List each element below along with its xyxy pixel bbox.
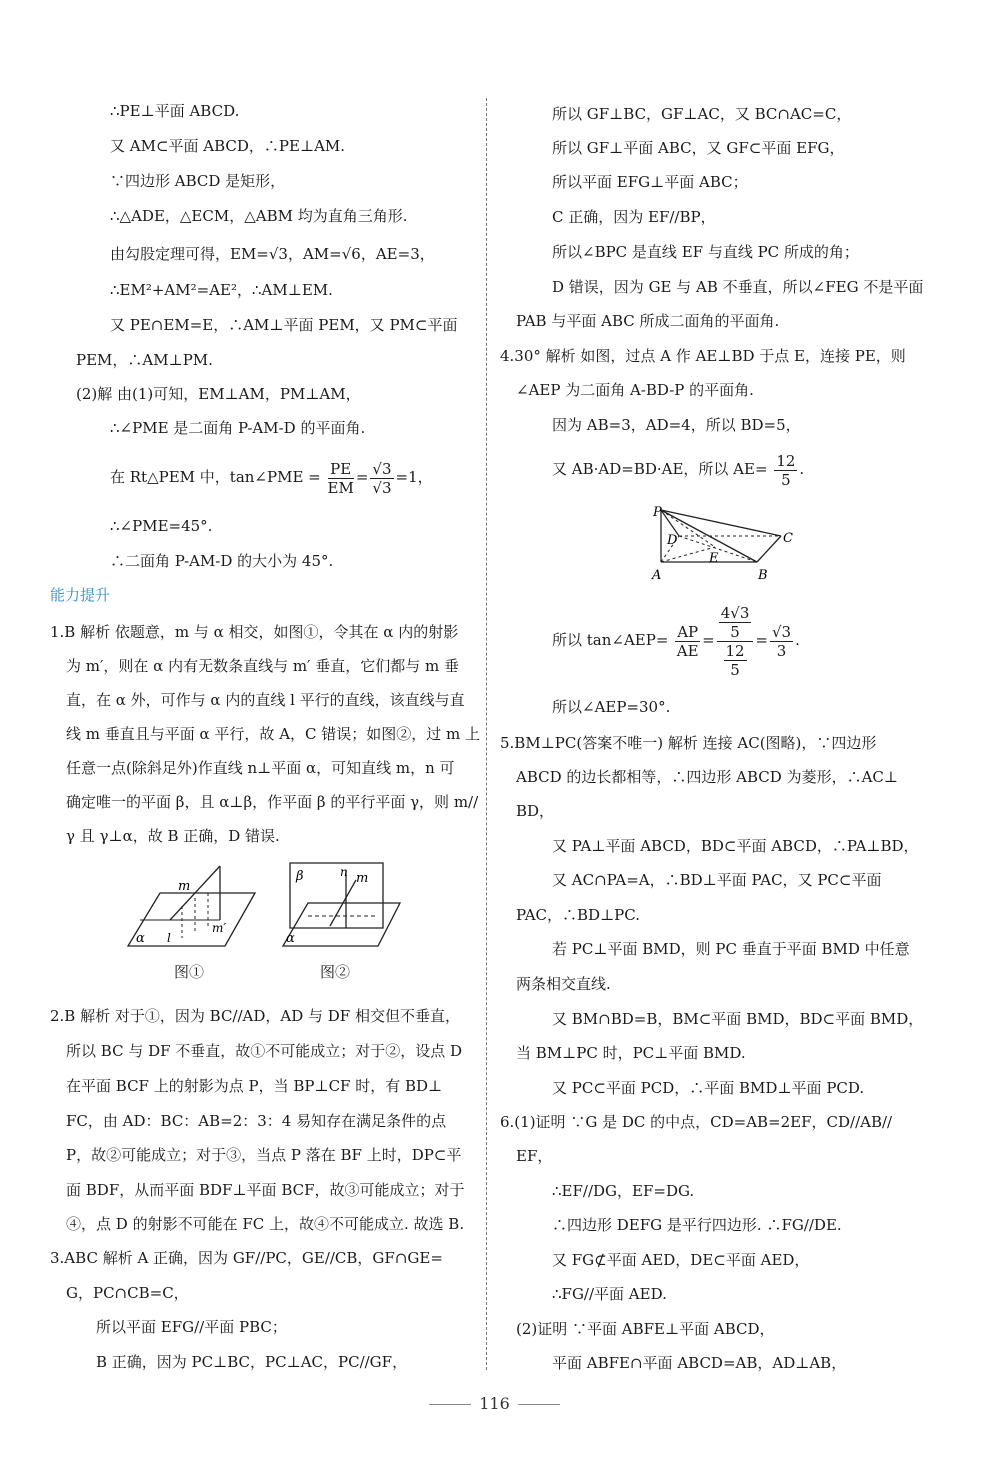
q1-line: γ 且 γ⊥α，故 B 正确，D 错误. [66, 827, 280, 845]
q4-line: ∠AEP 为二面角 A-BD-P 的平面角. [516, 381, 754, 399]
q5-line: 又 PC⊂平面 PCD，∴平面 BMD⊥平面 PCD. [552, 1079, 865, 1097]
tan-prefix: 在 Rt△PEM 中，tan∠PME = [110, 468, 321, 486]
q5-line: PAC，∴BD⊥PC. [516, 906, 640, 924]
inner-fraction [719, 604, 752, 641]
q6-line: ∴四边形 DEFG 是平行四边形. ∴FG//DE. [552, 1216, 842, 1234]
q3-line: B 正确，因为 PC⊥BC，PC⊥AC，PC//GF， [96, 1353, 408, 1371]
figure-1-caption: 图① [174, 963, 205, 981]
section-title: 能力提升 [50, 586, 111, 604]
q6-line: 又 FG⊄平面 AED，DE⊂平面 AED， [552, 1251, 810, 1269]
text-line: ∴∠PME=45°. [110, 517, 213, 535]
label-P: P [653, 505, 662, 520]
q5-line: 又 AC∩PA=A，∴BD⊥平面 PAC，又 PC⊂平面 [552, 871, 882, 889]
compound-fraction [717, 604, 754, 679]
fraction-result [770, 623, 793, 660]
divider [486, 98, 487, 1370]
q5-line: BD， [516, 802, 555, 820]
label-m-prime: m′ [212, 921, 227, 935]
tan-pme-equation: 在 Rt△PEM 中，tan∠PME = $\frac{PE}{EM}$ = $\frac{√3}{√3}$ =1， [110, 459, 433, 497]
label-B: B [758, 568, 768, 583]
q6-line: EF， [516, 1147, 553, 1165]
text-line: PEM，∴AM⊥PM. [76, 351, 213, 369]
q4-line: 因为 AB=3，AD=4，所以 BD=5， [552, 416, 801, 434]
q5-line: 又 PA⊥平面 ABCD，BD⊂平面 ABCD，∴PA⊥BD， [552, 837, 919, 855]
fraction-numerator: 12 [776, 451, 796, 470]
fraction-12-5 [774, 452, 797, 489]
figure-2 [278, 858, 403, 953]
fraction-numerator: 4√3 [720, 603, 750, 622]
q5-line: ABCD 的边长都相等，∴四边形 ABCD 为菱形，∴AC⊥ [516, 768, 898, 786]
fraction-pe-em [328, 460, 354, 497]
compound-denominator [717, 642, 754, 679]
q3-cont-line: D 错误，因为 GE 与 AB 不垂直，所以∠FEG 不是平面 [552, 278, 924, 296]
q2-line: 2.B 解析 对于①，因为 BC//AD，AD 与 DF 相交但不垂直， [50, 1007, 460, 1025]
q6-line: 平面 ABFE∩平面 ABCD=AB，AD⊥AB， [552, 1354, 847, 1372]
footer-rule [518, 1404, 560, 1405]
q1-line: 为 m′，则在 α 内有无数条直线与 m′ 垂直，它们都与 m 垂 [66, 657, 459, 675]
text-line: 由勾股定理可得，EM=√3，AM=√6，AE=3， [110, 245, 435, 263]
q4-ae-equation: 又 AB·AD=BD·AE，所以 AE= $\frac{12}{5}$ . [552, 451, 805, 489]
fraction-numerator: √3 [771, 622, 792, 641]
q1-line: 确定唯一的平面 β，且 α⊥β，作平面 β 的平行平面 γ，则 m// [66, 793, 479, 811]
q1-line: 任意一点(除斜足外)作直线 n⊥平面 α，可知直线 m，n 可 [66, 759, 455, 777]
label-A: A [652, 568, 662, 583]
q2-line: 所以 BC 与 DF 不垂直，故①不可能成立；对于②，设点 D [66, 1042, 463, 1060]
text-line: ∴EM²+AM²=AE²，∴AM⊥EM. [110, 281, 333, 299]
q3-line: G，PC∩CB=C， [66, 1284, 189, 1302]
fraction-numerator: √3 [372, 459, 392, 478]
fraction-denominator: 5 [781, 470, 791, 489]
label-l: l [167, 931, 171, 945]
q3-line: 3.ABC 解析 A 正确，因为 GF//PC，GE//CB，GF∩GE= [50, 1249, 443, 1267]
label-D: D [667, 533, 678, 548]
figure-1 [120, 858, 265, 953]
q3-cont-line: 所以 GF⊥平面 ABC，又 GF⊂平面 EFG， [552, 139, 845, 157]
fraction-numerator: 12 [725, 641, 745, 660]
fraction-ap-ae [675, 623, 700, 660]
q6-line: ∴EF//DG，EF=DG. [552, 1182, 695, 1200]
footer-rule [429, 1404, 471, 1405]
fraction-numerator: PE [328, 460, 354, 479]
fraction-denominator: 3 [776, 641, 787, 660]
q4-tan-equation: 所以 tan∠AEP= $\frac{AP}{AE}$ = $\frac{\frac{4√3}{5}}{\frac{12}{5}}$ = $\frac{√3}{3}$ . [552, 603, 800, 679]
q5-line: 又 BM∩BD=B，BM⊂平面 BMD，BD⊂平面 BMD， [552, 1010, 924, 1028]
q3-cont-line: PAB 与平面 ABC 所成二面角的平面角. [516, 312, 780, 330]
fraction-denominator: 5 [730, 660, 740, 679]
compound-numerator [717, 604, 754, 642]
text-line: ∴PE⊥平面 ABCD. [110, 102, 240, 120]
inner-fraction [724, 642, 747, 679]
text-line: (2)解 由(1)可知，EM⊥AM，PM⊥AM， [76, 385, 361, 403]
text-line: 又 AM⊂平面 ABCD，∴PE⊥AM. [110, 137, 346, 155]
page-number: 116 [479, 1394, 510, 1413]
q4-line: 4.30° 解析 如图，过点 A 作 AE⊥BD 于点 E，连接 PE，则 [500, 347, 906, 365]
label-m: m [178, 879, 191, 894]
ae-prefix: 又 AB·AD=BD·AE，所以 AE= [552, 460, 768, 478]
q3-cont-line: 所以 GF⊥BC，GF⊥AC，又 BC∩AC=C， [552, 105, 852, 123]
q4-line: 所以∠AEP=30°. [552, 698, 671, 716]
q2-line: P，故②可能成立；对于③，当点 P 落在 BF 上时，DP⊂平 [66, 1146, 462, 1164]
fraction-sqrt3 [370, 460, 393, 497]
label-C: C [783, 531, 793, 546]
q2-line: FC，由 AD：BC：AB=2：3：4 易知存在满足条件的点 [66, 1112, 447, 1130]
q3-cont-line: C 正确，因为 EF//BP， [552, 208, 716, 226]
q5-line: 当 BM⊥PC 时，PC⊥平面 BMD. [516, 1044, 746, 1062]
q6-line: (2)证明 ∵平面 ABFE⊥平面 ABCD， [516, 1320, 775, 1338]
figure-3-pyramid [645, 500, 800, 585]
label-n: n [340, 865, 348, 879]
fraction-tail: =1， [395, 468, 433, 486]
q1-line: 直，在 α 外，可作与 α 内的直线 l 平行的直线，该直线与直 [66, 691, 465, 709]
page-footer [0, 1394, 989, 1413]
q3-cont-line: 所以平面 EFG⊥平面 ABC； [552, 173, 748, 191]
q6-line: 6.(1)证明 ∵G 是 DC 的中点，CD=AB=2EF，CD//AB// [500, 1113, 893, 1131]
label-m: m [356, 871, 369, 886]
label-E: E [709, 551, 719, 566]
fraction-denominator: EM [327, 478, 354, 497]
fraction-denominator: AE [676, 641, 699, 660]
fraction-denominator: √3 [372, 478, 392, 497]
q1-line: 线 m 垂直且与平面 α 平行，故 A，C 错误；如图②，过 m 上 [66, 725, 481, 743]
fraction-numerator: AP [677, 622, 699, 641]
q1-line: 1.B 解析 依题意，m 与 α 相交，如图①，令其在 α 内的射影 [50, 623, 459, 641]
label-alpha: α [136, 931, 145, 946]
text-line: ∴△ADE，△ECM，△ABM 均为直角三角形. [110, 207, 408, 225]
text-line: ∵四边形 ABCD 是矩形， [110, 172, 286, 190]
q3-line: 所以平面 EFG//平面 PBC； [96, 1318, 287, 1336]
text-line: ∴∠PME 是二面角 P-AM-D 的平面角. [110, 419, 366, 437]
q2-line: ④，点 D 的射影不可能在 FC 上，故④不可能成立. 故选 B. [66, 1215, 465, 1233]
text-line: 又 PE∩EM=E，∴AM⊥平面 PEM，又 PM⊂平面 [110, 316, 458, 334]
label-alpha: α [286, 931, 295, 946]
label-beta: β [296, 869, 304, 884]
q2-line: 面 BDF，从而平面 BDF⊥平面 BCF，故③可能成立；对于 [66, 1181, 465, 1199]
figure-2-caption: 图② [320, 963, 351, 981]
q5-line: 若 PC⊥平面 BMD，则 PC 垂直于平面 BMD 中任意 [552, 940, 910, 958]
tan-prefix: 所以 tan∠AEP= [552, 631, 669, 649]
text-line: ∴二面角 P-AM-D 的大小为 45°. [110, 552, 334, 570]
q5-line: 两条相交直线. [516, 975, 611, 993]
q3-cont-line: 所以∠BPC 是直线 EF 与直线 PC 所成的角； [552, 243, 859, 261]
q5-line: 5.BM⊥PC(答案不唯一) 解析 连接 AC(图略)，∵四边形 [500, 734, 877, 752]
fraction-denominator: 5 [730, 622, 740, 641]
q6-line: ∴FG//平面 AED. [552, 1285, 667, 1303]
q2-line: 在平面 BCF 上的射影为点 P，当 BP⊥CF 时，有 BD⊥ [66, 1077, 443, 1095]
